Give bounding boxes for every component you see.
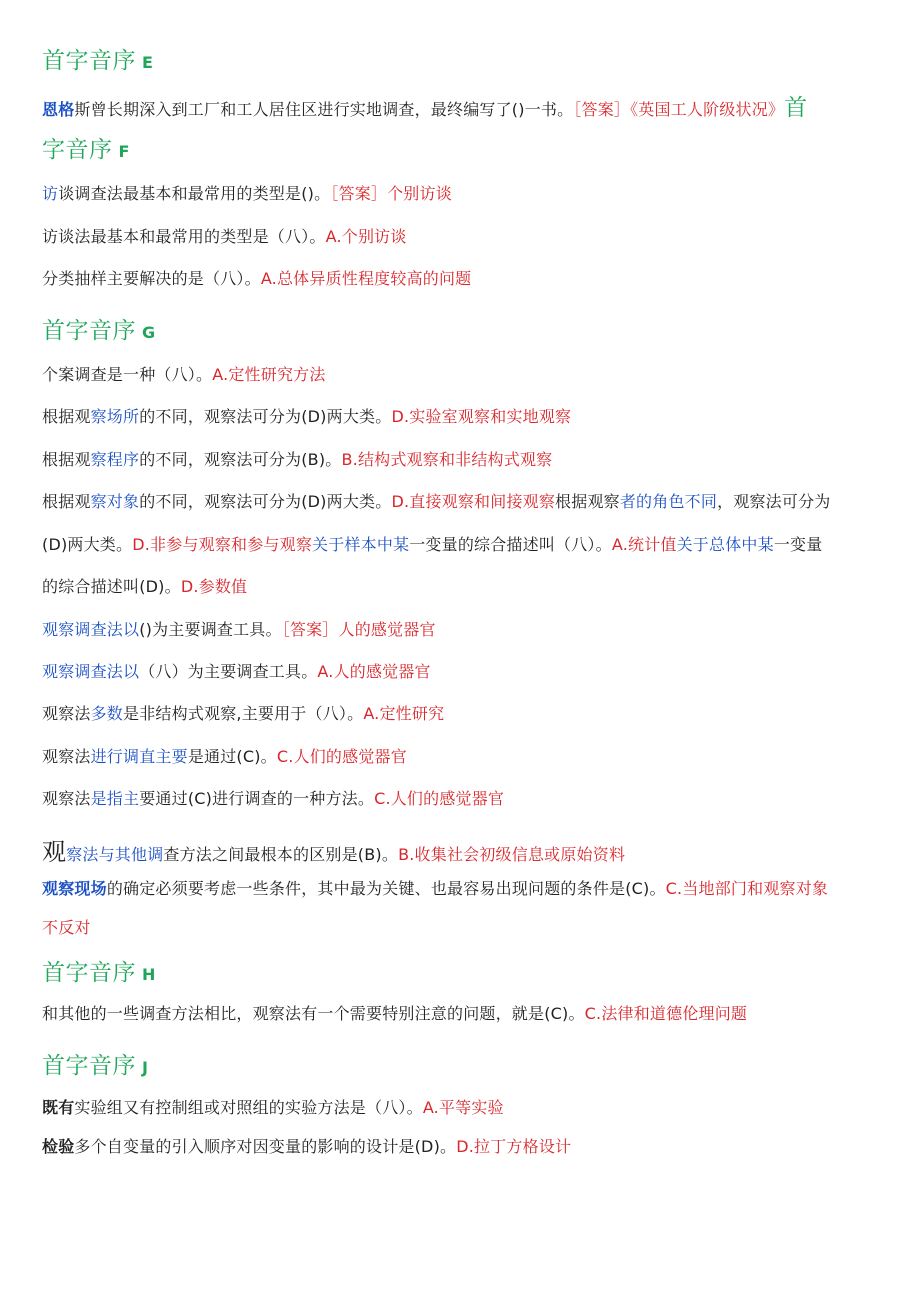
answer-text: A.统计值 <box>611 535 677 554</box>
qa-line-g14 <box>42 917 91 939</box>
keyword: 多数 <box>90 704 124 723</box>
qa-line-j1 <box>42 1097 504 1119</box>
answer-text: A.定性研究 <box>363 704 445 723</box>
question-text: 根据观 <box>42 450 91 469</box>
answer-text: 不反对 <box>42 918 91 937</box>
keyword: 察法与其他调 <box>66 845 164 864</box>
question-text: 实验组又有控制组或对照组的实验方法是（八）。 <box>74 1098 423 1117</box>
answer-text: C.人们的感觉器官 <box>276 747 407 766</box>
question-text: 一变量 <box>773 535 823 554</box>
qa-line-g8 <box>42 661 431 683</box>
qa-line-g3 <box>42 449 552 471</box>
qa-line-g2 <box>42 406 571 428</box>
section-heading-h <box>42 958 156 990</box>
answer-text: D.非参与观察和参与观察 <box>132 535 313 554</box>
qa-line-f3 <box>42 268 471 290</box>
answer-text: ［答案］人的感觉器官 <box>281 620 436 639</box>
keyword: 是指主 <box>90 789 140 808</box>
question-text: 谈调查法最基本和最常用的类型是()。 <box>58 184 331 203</box>
keyword: 观察现场 <box>42 879 107 898</box>
qa-line-g1 <box>42 364 326 386</box>
question-text: (D)两大类。 <box>42 535 133 554</box>
question-text: 访谈法最基本和最常用的类型是（八）。 <box>42 227 326 246</box>
answer-text: D.拉丁方格设计 <box>456 1137 572 1156</box>
keyword: 观察调查法以 <box>42 620 140 639</box>
heading-letter: J <box>142 1058 149 1077</box>
heading-text: 首字音序 <box>42 318 136 344</box>
question-text: 观察法 <box>42 747 91 766</box>
heading-prefix: 首 <box>784 95 808 121</box>
keyword: 察对象 <box>90 492 140 511</box>
qa-line-f1 <box>42 183 452 205</box>
question-text: 是非结构式观察,主要用于（八）。 <box>123 704 364 723</box>
question-text: 一变量的综合描述叫（八）。 <box>409 535 612 554</box>
keyword: 察程序 <box>90 450 140 469</box>
section-heading-f <box>42 135 130 167</box>
answer-text: C.当地部门和观察对象 <box>665 879 829 898</box>
question-text: 分类抽样主要解决的是（八）。 <box>42 269 261 288</box>
qa-line-g12 <box>42 838 625 869</box>
heading-text: 首字音序 <box>42 48 136 74</box>
question-text: 和其他的一些调查方法相比，观察法有一个需要特别注意的问题，就是(C)。 <box>42 1004 585 1023</box>
heading-letter: G <box>142 323 156 342</box>
answer-text: C.法律和道德伦理问题 <box>584 1004 748 1023</box>
keyword: 关于总体中某 <box>676 535 774 554</box>
heading-letter: H <box>142 965 156 984</box>
question-text: 根据观 <box>42 492 91 511</box>
question-text: 观察法 <box>42 704 91 723</box>
keyword: 恩格 <box>42 100 75 119</box>
answer-text: A.个别访谈 <box>325 227 407 246</box>
qa-line-g13 <box>42 878 828 900</box>
qa-line-g4 <box>42 491 830 513</box>
question-text: 要通过(C)进行调查的一种方法。 <box>139 789 375 808</box>
keyword: 察场所 <box>90 407 140 426</box>
qa-line-g7 <box>42 619 436 641</box>
qa-line-j2 <box>42 1136 571 1158</box>
qa-line-h1 <box>42 1003 747 1025</box>
question-text: 根据观 <box>42 407 91 426</box>
section-heading-j <box>42 1051 148 1083</box>
keyword: 关于样本中某 <box>312 535 410 554</box>
question-text: 的不同，观察法可分为(D)两大类。 <box>139 492 392 511</box>
keyword: 检验 <box>42 1137 75 1156</box>
answer-text: A.总体异质性程度较高的问题 <box>260 269 472 288</box>
heading-text: 字音序 <box>42 137 113 163</box>
question-text: 斯曾长期深入到工厂和工人居住区进行实地调查，最终编写了()一书。 <box>74 100 574 119</box>
answer-text: A.定性研究方法 <box>212 365 326 384</box>
question-text: （八）为主要调查工具。 <box>139 662 318 681</box>
question-text: 观察法 <box>42 789 91 808</box>
keyword: 既有 <box>42 1098 75 1117</box>
keyword: 者的角色不同 <box>619 492 718 511</box>
question-text: 多个自变量的引入顺序对因变量的影响的设计是(D)。 <box>74 1137 457 1156</box>
question-text: 查方法之间最根本的区别是(B)。 <box>163 845 399 864</box>
answer-text: ［答案］《英国工人阶级状况》 <box>573 100 785 119</box>
question-text: ，观察法可分为 <box>717 492 831 511</box>
qa-line-g6 <box>42 576 247 598</box>
answer-text: D.直接观察和间接观察 <box>391 492 556 511</box>
qa-line-g9 <box>42 703 444 725</box>
question-text: 观 <box>42 838 67 866</box>
keyword: 访 <box>42 184 59 203</box>
heading-letter: F <box>118 142 130 161</box>
question-text: 的综合描述叫(D)。 <box>42 577 181 596</box>
question-text: 根据观察 <box>555 492 620 511</box>
answer-text: C.人们的感觉器官 <box>374 789 505 808</box>
keyword: 进行调直主要 <box>90 747 188 766</box>
question-text: ()为主要调查工具。 <box>139 620 282 639</box>
answer-text: A.人的感觉器官 <box>317 662 431 681</box>
qa-line-g11 <box>42 788 504 810</box>
question-text: 的确定必须要考虑一些条件，其中最为关键、也最容易出现问题的条件是(C)。 <box>106 879 666 898</box>
answer-text: D.参数值 <box>180 577 248 596</box>
question-text: 的不同，观察法可分为(B)。 <box>139 450 342 469</box>
question-text: 是通过(C)。 <box>187 747 277 766</box>
section-heading-g <box>42 316 156 348</box>
qa-line-g5 <box>42 534 822 556</box>
qa-line-e1 <box>42 97 807 121</box>
heading-text: 首字音序 <box>42 1053 136 1079</box>
heading-letter: E <box>142 53 154 72</box>
question-text: 的不同，观察法可分为(D)两大类。 <box>139 407 392 426</box>
answer-text: B.收集社会初级信息或原始资料 <box>398 845 626 864</box>
section-heading-e <box>42 46 153 78</box>
answer-text: B.结构式观察和非结构式观察 <box>341 450 553 469</box>
answer-text: D.实验室观察和实地观察 <box>391 407 572 426</box>
answer-text: A.平等实验 <box>422 1098 504 1117</box>
answer-text: ［答案］个别访谈 <box>330 184 452 203</box>
heading-text: 首字音序 <box>42 960 136 986</box>
qa-line-f2 <box>42 226 407 248</box>
keyword: 观察调查法以 <box>42 662 140 681</box>
qa-line-g10 <box>42 746 407 768</box>
question-text: 个案调查是一种（八）。 <box>42 365 213 384</box>
